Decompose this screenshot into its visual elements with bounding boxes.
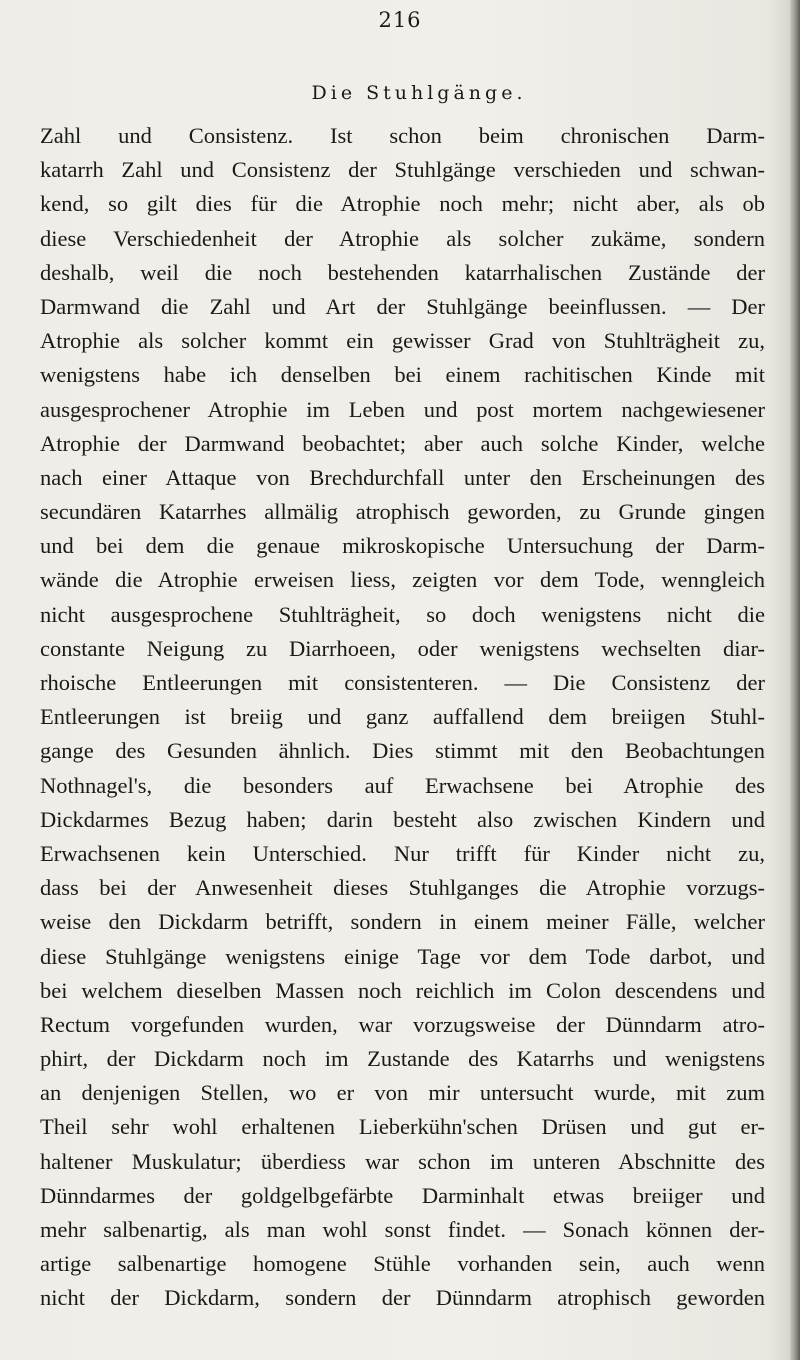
text-line: constante Neigung zu Diarrhoeen, oder wenigstens wechselten diar- [40, 635, 765, 661]
text-line: ausgesprochener Atrophie im Leben und post mortem nachgewiesener [40, 396, 765, 422]
text-line: katarrh Zahl und Consistenz der Stuhlgänge verschieden und schwan- [40, 157, 765, 183]
text-line: rhoische Entleerungen mit consistenteren. — Die Consistenz der [40, 670, 765, 695]
text-line: mehr salbenartig, als man wohl sonst findet. — Sonach können der- [40, 1217, 765, 1242]
text-line: und bei dem die genaue mikroskopische Untersuchung der Darm- [40, 533, 765, 559]
body-text [40, 119, 765, 1316]
text-line: dass bei der Anwesenheit dieses Stuhlganges die Atrophie vorzugs- [40, 875, 765, 901]
text-line: gange des Gesunden ähnlich. Dies stimmt mit den Beobachtungen [40, 738, 765, 764]
text-line: nach einer Attaque von Brechdurchfall unter den Erscheinungen des [40, 464, 765, 490]
text-line: Rectum vorgefunden wurden, war vorzugsweise der Dünndarm atro- [40, 1011, 765, 1037]
text-line: weise den Dickdarm betrifft, sondern in einem meiner Fälle, welcher [40, 909, 765, 935]
text-line: Nothnagel's, die besonders auf Erwachsene bei Atrophie des [40, 772, 765, 798]
text-line: wenigstens habe ich denselben bei einem rachitischen Kinde mit [40, 362, 765, 388]
page-number: 216 [378, 8, 422, 32]
text-line: secundären Katarrhes allmälig atrophisch geworden, zu Grunde gingen [40, 499, 765, 525]
text-line: haltener Muskulatur; überdiess war schon im unteren Abschnitte des [40, 1148, 765, 1174]
text-line: artige salbenartige homogene Stühle vorhanden sein, auch wenn [40, 1251, 765, 1277]
text-line: diese Stuhlgänge wenigstens einige Tage vor dem Tode darbot, und [40, 943, 765, 969]
text-line: Zahl und Consistenz. Ist schon beim chronischen Darm- [40, 123, 765, 148]
text-line: nicht ausgesprochene Stuhlträgheit, so doch wenigstens nicht die [40, 601, 765, 627]
text-line: Atrophie der Darmwand beobachtet; aber auch solche Kinder, welche [40, 430, 765, 456]
text-line: Entleerungen ist breiig und ganz auffallend dem breiigen Stuhl- [40, 704, 765, 730]
text-line: Theil sehr wohl erhaltenen Lieberkühn'schen Drüsen und gut er- [40, 1114, 765, 1140]
text-line: Erwachsenen kein Unterschied. Nur trifft für Kinder nicht zu, [40, 840, 765, 866]
text-line: bei welchem dieselben Massen noch reichlich im Colon descendens und [40, 977, 765, 1003]
text-line: diese Verschiedenheit der Atrophie als solcher zukäme, sondern [40, 225, 765, 251]
text-line: nicht der Dickdarm, sondern der Dünndarm atrophisch geworden [40, 1285, 765, 1311]
text-line: kend, so gilt dies für die Atrophie noch mehr; nicht aber, als ob [40, 191, 765, 217]
text-line: Atrophie als solcher kommt ein gewisser Grad von Stuhlträgheit zu, [40, 328, 765, 354]
text-line: Dünndarmes der goldgelbgefärbte Darminhalt etwas breiiger und [40, 1182, 765, 1208]
section-heading: Die Stuhlgänge. [311, 82, 527, 104]
page-edge-shadow [790, 0, 800, 1360]
text-line: wände die Atrophie erweisen liess, zeigten vor dem Tode, wenngleich [40, 567, 765, 593]
text-line: Dickdarmes Bezug haben; darin besteht also zwischen Kindern und [40, 806, 765, 832]
text-line: Darmwand die Zahl und Art der Stuhlgänge beeinflussen. — Der [40, 293, 765, 319]
text-line: an denjenigen Stellen, wo er von mir untersucht wurde, mit zum [40, 1080, 765, 1106]
text-line: deshalb, weil die noch bestehenden katarrhalischen Zustände der [40, 259, 765, 285]
text-line: phirt, der Dickdarm noch im Zustande des Katarrhs und wenigstens [40, 1046, 765, 1072]
